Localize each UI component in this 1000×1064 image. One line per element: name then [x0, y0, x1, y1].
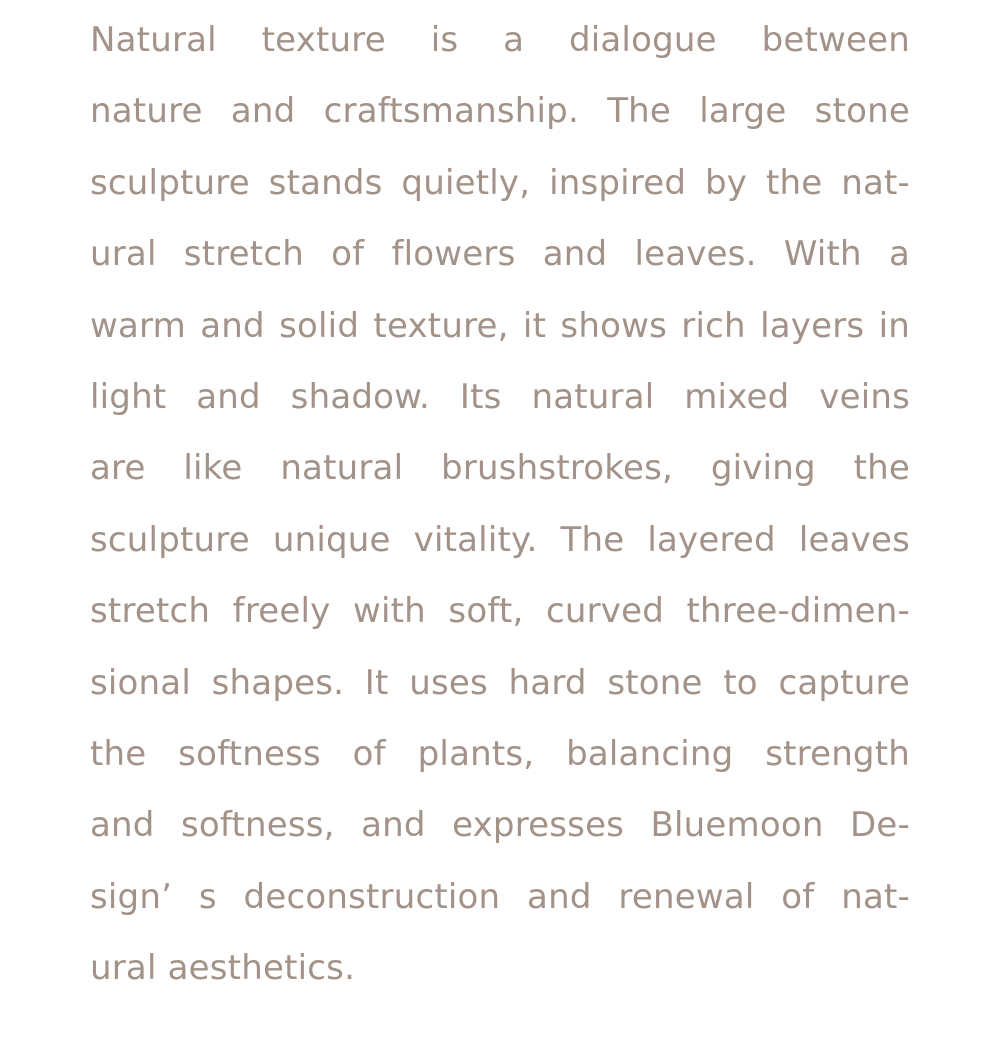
paragraph-line: sculpture unique vitality. The layered leaves: [90, 519, 910, 560]
paragraph-line: sculpture stands quietly, inspired by the nat-: [90, 162, 910, 203]
paragraph-line: and softness, and expresses Bluemoon De-: [90, 805, 910, 846]
paragraph-line: ural stretch of flowers and leaves. With a: [90, 234, 910, 275]
paragraph-line: warm and solid texture, it shows rich layers in: [90, 305, 910, 346]
paragraph-line: the softness of plants, balancing strength: [90, 733, 910, 774]
paragraph-line: stretch freely with soft, curved three-dimen-: [90, 591, 910, 632]
paragraph-line: ural aesthetics.: [90, 948, 356, 989]
paragraph-line: nature and craftsmanship. The large stone: [90, 91, 910, 132]
paragraph-line: light and shadow. Its natural mixed veins: [90, 376, 910, 417]
body-paragraph: [90, 5, 910, 1004]
paragraph-line: are like natural brushstrokes, giving the: [90, 448, 910, 489]
paragraph-line: sign’ s deconstruction and renewal of nat-: [90, 876, 910, 917]
paragraph-line: Natural texture is a dialogue between: [90, 20, 910, 60]
paragraph-line: sional shapes. It uses hard stone to capture: [90, 662, 910, 703]
